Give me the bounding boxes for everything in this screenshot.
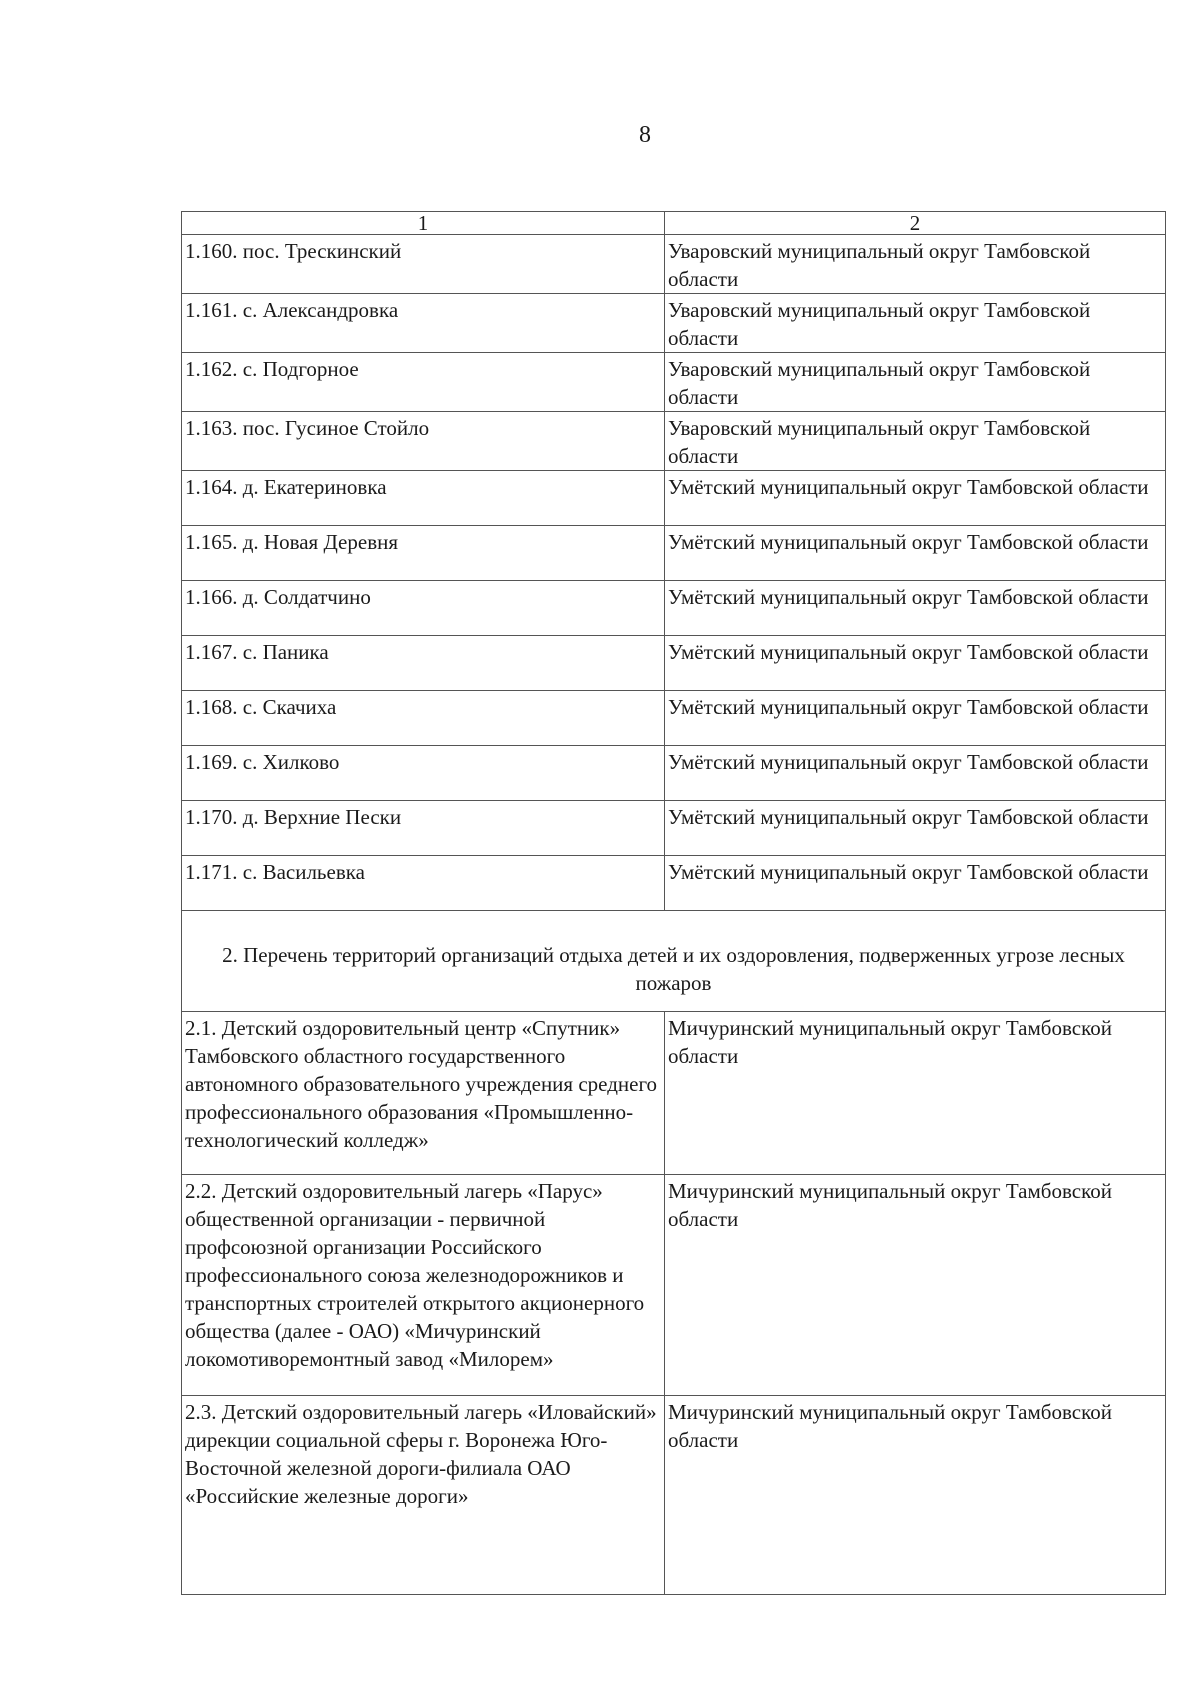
district-cell: Уваровский муниципальный округ Тамбовской области (665, 294, 1166, 353)
section-heading-row (182, 911, 1166, 1012)
settlement-cell: 1.163. пос. Гусиное Стойло (182, 412, 665, 471)
settlement-cell: 1.166. д. Солдатчино (182, 581, 665, 636)
column-header-2: 2 (665, 212, 1166, 235)
table-row (182, 746, 1166, 801)
district-cell: Умётский муниципальный округ Тамбовской области (665, 856, 1166, 911)
settlement-cell: 1.170. д. Верхние Пески (182, 801, 665, 856)
organization-cell: 2.1. Детский оздоровительный центр «Спутник» Тамбовского областного государственного автономного образовательного учреждения среднего профессионального образования «Промышленно-технологический колледж» (182, 1012, 665, 1175)
district-cell: Умётский муниципальный округ Тамбовской области (665, 636, 1166, 691)
settlement-cell: 1.161. с. Александровка (182, 294, 665, 353)
settlement-cell: 1.169. с. Хилково (182, 746, 665, 801)
district-cell: Умётский муниципальный округ Тамбовской области (665, 581, 1166, 636)
settlement-cell: 1.162. с. Подгорное (182, 353, 665, 412)
district-cell: Мичуринский муниципальный округ Тамбовской области (665, 1012, 1166, 1175)
district-cell: Уваровский муниципальный округ Тамбовской области (665, 235, 1166, 294)
table-row (182, 526, 1166, 581)
settlement-cell: 1.168. с. Скачиха (182, 691, 665, 746)
district-cell: Умётский муниципальный округ Тамбовской области (665, 746, 1166, 801)
district-cell: Умётский муниципальный округ Тамбовской области (665, 691, 1166, 746)
settlement-cell: 1.167. с. Паника (182, 636, 665, 691)
table-row (182, 691, 1166, 746)
page-number: 8 (639, 122, 651, 148)
table-row (182, 636, 1166, 691)
district-cell: Умётский муниципальный округ Тамбовской области (665, 471, 1166, 526)
table-row (182, 1175, 1166, 1396)
district-cell: Умётский муниципальный округ Тамбовской области (665, 801, 1166, 856)
table-row (182, 856, 1166, 911)
table-row (182, 471, 1166, 526)
district-cell: Уваровский муниципальный округ Тамбовской области (665, 353, 1166, 412)
table-row (182, 353, 1166, 412)
table-row (182, 294, 1166, 353)
settlement-cell: 1.164. д. Екатериновка (182, 471, 665, 526)
territories-table (181, 211, 1166, 1595)
column-header-1: 1 (182, 212, 665, 235)
district-cell: Мичуринский муниципальный округ Тамбовской области (665, 1396, 1166, 1595)
organization-cell: 2.2. Детский оздоровительный лагерь «Парус» общественной организации - первичной профсоюзной организации Российского профессионального союза железнодорожников и транспортных строителей открытого акционерного общества (далее - ОАО) «Мичуринский локомотиворемонтный завод «Милорем» (182, 1175, 665, 1396)
settlement-cell: 1.160. пос. Трескинский (182, 235, 665, 294)
section-title: 2. Перечень территорий организаций отдыха детей и их оздоровления, подверженных угрозе лесных пожаров (182, 911, 1166, 1012)
district-cell: Мичуринский муниципальный округ Тамбовской области (665, 1175, 1166, 1396)
table-row (182, 581, 1166, 636)
settlement-cell: 1.171. с. Васильевка (182, 856, 665, 911)
district-cell: Уваровский муниципальный округ Тамбовской области (665, 412, 1166, 471)
district-cell: Умётский муниципальный округ Тамбовской области (665, 526, 1166, 581)
organization-cell: 2.3. Детский оздоровительный лагерь «Иловайский» дирекции социальной сферы г. Воронежа Юго-Восточной железной дороги-филиала ОАО «Российские железные дороги» (182, 1396, 665, 1595)
table-row (182, 1012, 1166, 1175)
settlement-cell: 1.165. д. Новая Деревня (182, 526, 665, 581)
table-header-row (182, 212, 1166, 235)
table-row (182, 235, 1166, 294)
table-row (182, 412, 1166, 471)
table-row (182, 801, 1166, 856)
table-row (182, 1396, 1166, 1595)
